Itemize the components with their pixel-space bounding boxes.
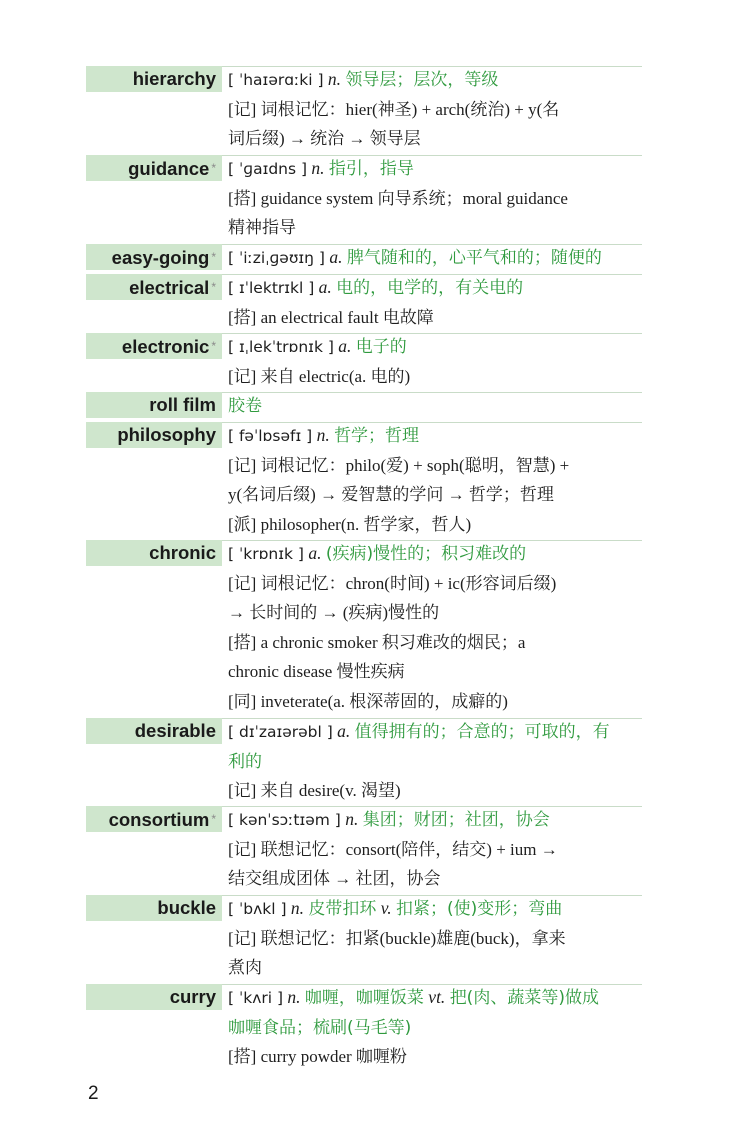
pronunciation: [ ˈkrɒnɪk ] (228, 545, 304, 563)
note-text: 词后缀) → 统治 → 领导层 (228, 129, 421, 149)
part-of-speech: vt. (428, 987, 446, 1007)
definition: 利的 (228, 751, 262, 772)
part-of-speech: n. (290, 898, 305, 918)
headword (86, 422, 222, 448)
headword (86, 244, 222, 270)
pronunciation: [ ˈhaɪərɑːki ] (228, 71, 324, 89)
entry-line (228, 481, 642, 508)
page-number: 2 (88, 1083, 99, 1104)
pronunciation: [ ˈbʌkl ] (228, 900, 287, 918)
definition: 胶卷 (228, 396, 262, 416)
headword-text: electronic (121, 336, 210, 357)
note-text: [记] 词根记忆：philo(爱) + soph(聪明，智慧) + (228, 455, 570, 475)
pronunciation: [ kənˈsɔːtɪəm ] (228, 811, 341, 829)
entry-line (228, 96, 642, 123)
entry-line (228, 333, 642, 360)
pronunciation: [ ˈɡaɪdns ] (228, 160, 308, 178)
note-text: 煮肉 (228, 958, 262, 978)
entry-line (228, 540, 642, 567)
note-text: [记] 联想记忆：扣紧(buckle)雄鹿(buck)，拿来 (228, 928, 566, 948)
entry-line (228, 1014, 642, 1041)
entry-line (228, 244, 642, 271)
entry-line (228, 363, 642, 390)
entry-line (228, 865, 642, 892)
headword (86, 333, 222, 359)
note-text: 精神指导 (228, 218, 296, 238)
headword-text: electrical (129, 277, 210, 298)
note-text: [搭] guidance system 向导系统；moral guidance (228, 188, 568, 208)
entry-line (228, 214, 642, 241)
definition: 脾气随和的，心平气和的；随便的 (346, 248, 602, 268)
entry-line (228, 836, 642, 863)
entry-line (228, 954, 642, 981)
entry-line (228, 925, 642, 952)
entry-line (228, 629, 642, 656)
part-of-speech: n. (311, 158, 325, 178)
part-of-speech: a. (329, 247, 343, 267)
note-text: [搭] an electrical fault 电故障 (228, 307, 434, 327)
note-text: 结交组成团体 → 社团，协会 (228, 869, 441, 889)
entry-line (228, 422, 642, 449)
headword-text: consortium (108, 809, 210, 830)
part-of-speech: a. (318, 277, 332, 297)
entry-line (228, 185, 642, 212)
headword-text: guidance (128, 158, 210, 179)
note-text: [记] 词根记忆：hier(神圣) + arch(统治) + y(名 (228, 99, 560, 119)
definition: 哲学；哲理 (334, 426, 420, 446)
pronunciation: [ ˈkʌri ] (228, 989, 284, 1007)
entry-line (228, 66, 642, 93)
pronunciation: [ fəˈlɒsəfɪ ] (228, 427, 313, 445)
headword (86, 718, 222, 744)
note-text: [派] philosopher(n. 哲学家，哲人) (228, 514, 472, 534)
frequency-star: * (211, 250, 216, 264)
definition: (疾病)慢性的；积习难改的 (325, 544, 527, 564)
headword-text: hierarchy (132, 68, 216, 89)
entry-line (228, 718, 642, 745)
definition: 电子的 (355, 337, 407, 357)
definition: 值得拥有的；合意的；可取的，有 (354, 722, 610, 742)
entry-line (228, 392, 642, 419)
frequency-star: * (211, 339, 216, 353)
note-text: y(名词后缀) → 爱智慧的学问 → 哲学；哲理 (228, 485, 554, 505)
note-text: [记] 词根记忆：chron(时间) + ic(形容词后缀) (228, 573, 557, 593)
definition: 咖喱食品；梳刷(马毛等) (228, 1017, 412, 1038)
pronunciation: [ ɪˌlekˈtrɒnɪk ] (228, 338, 334, 356)
entry-line (228, 806, 642, 833)
part-of-speech: a. (338, 336, 352, 356)
definition: 把(肉、蔬菜等)做成 (449, 988, 599, 1008)
entry-line (228, 155, 642, 182)
part-of-speech: v. (380, 898, 392, 918)
headword (86, 540, 222, 566)
headword-text: buckle (157, 897, 216, 918)
headword (86, 895, 222, 921)
note-text: [搭] curry powder 咖喱粉 (228, 1047, 407, 1067)
part-of-speech: n. (345, 809, 359, 829)
note-text: [搭] a chronic smoker 积习难改的烟民；a (228, 632, 526, 652)
headword (86, 274, 222, 300)
headword (86, 66, 222, 92)
note-text: chronic disease 慢性疾病 (228, 662, 405, 682)
entry-line (228, 511, 642, 538)
headword-text: chronic (149, 542, 216, 563)
definition: 咖喱，咖喱饭菜 (304, 988, 424, 1008)
entry-line (228, 1043, 642, 1070)
note-text: [记] 联想记忆：consort(陪伴，结交) + ium → (228, 839, 558, 859)
entry-line (228, 452, 642, 479)
note-text: [同] inveterate(a. 根深蒂固的，成癖的) (228, 692, 508, 711)
part-of-speech: n. (327, 69, 342, 89)
definition: 指引，指导 (328, 159, 414, 179)
entry-line (228, 658, 642, 685)
definition: 扣紧；(使)变形；弯曲 (395, 899, 563, 919)
pronunciation: [ ˈiːziˌɡəʊɪŋ ] (228, 249, 325, 267)
part-of-speech: n. (316, 425, 330, 445)
headword-text: desirable (134, 720, 216, 741)
entry-line (228, 570, 642, 597)
headword-text: roll film (149, 394, 216, 415)
entry-line (228, 304, 642, 331)
headword (86, 984, 222, 1010)
headword-text: easy-going (111, 247, 210, 268)
entry-line (228, 688, 642, 715)
pronunciation: [ dɪˈzaɪərəbl ] (228, 723, 333, 741)
definition: 领导层；层次，等级 (345, 70, 499, 90)
entry-line (228, 748, 642, 775)
entry-line (228, 274, 642, 301)
definition: 电的，电学的，有关电的 (336, 278, 524, 298)
note-text: [记] 来自 desire(v. 渴望) (228, 781, 401, 801)
frequency-star: * (211, 812, 216, 826)
definition: 皮带扣环 (308, 899, 377, 919)
note-text: → 长时间的 → (疾病)慢性的 (228, 603, 440, 623)
entry-line (228, 125, 642, 152)
entry-line (228, 777, 642, 804)
pronunciation: [ ɪˈlektrɪkl ] (228, 279, 315, 297)
definition: 集团；财团；社团，协会 (362, 810, 550, 830)
frequency-star: * (211, 280, 216, 294)
frequency-star: * (211, 161, 216, 175)
part-of-speech: a. (337, 721, 351, 741)
headword-text: curry (169, 986, 216, 1007)
entry-line (228, 895, 642, 922)
part-of-speech: n. (287, 987, 301, 1007)
part-of-speech: a. (308, 543, 322, 563)
headword-text: philosophy (117, 424, 216, 445)
entry-line (228, 599, 642, 626)
note-text: [记] 来自 electric(a. 电的) (228, 366, 411, 386)
headword (86, 155, 222, 181)
entry-line (228, 984, 642, 1011)
headword (86, 806, 222, 832)
headword (86, 392, 222, 418)
